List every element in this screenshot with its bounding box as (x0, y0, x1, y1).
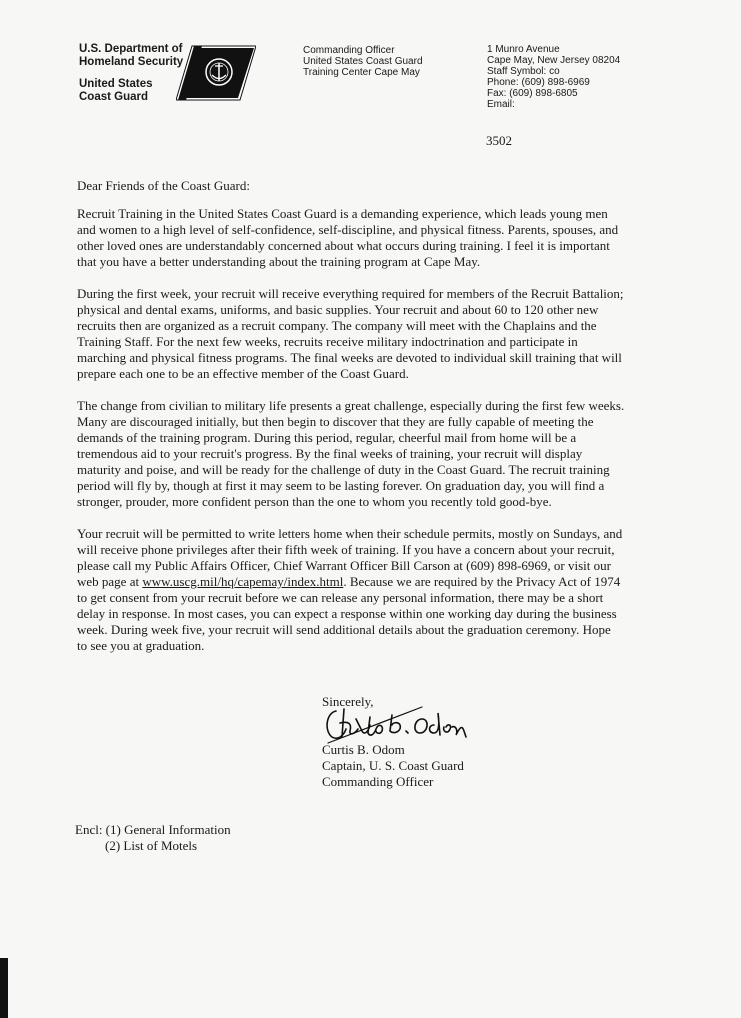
paragraph-2: During the first week, your recruit will receive everything required for members of the Recruit Battalion; physical and dental exams, uniforms, and basic supplies. Your recruit and about 60 to 120 other new recruits then are organized as a recruit company. The company will meet with the Chaplains and the Training Staff. For the next few weeks, recruits receive military indoctrination and participate in marching and physical fitness programs. The final weeks are devoted to individual skill training that will prepare each one to be an effective member of the Coast Guard. (77, 286, 624, 381)
department-line-1: U.S. Department of (79, 43, 183, 55)
address-line-5: Fax: (609) 898-6805 (487, 88, 578, 99)
enclosure-1: Encl: (1) General Information (75, 822, 231, 837)
sender-line-2: United States Coast Guard (303, 56, 423, 67)
address-line-4: Phone: (609) 898-6969 (487, 77, 590, 88)
letter-body (77, 178, 649, 670)
salutation: Dear Friends of the Coast Guard: (77, 178, 250, 193)
enclosures (75, 822, 231, 854)
address-line-6: Email: (487, 99, 515, 110)
paragraph-4 (77, 526, 649, 654)
address-line-1: 1 Munro Avenue (487, 44, 560, 55)
signer-name: Curtis B. Odom (322, 742, 405, 757)
signer-role: Commanding Officer (322, 774, 434, 789)
address-line-2: Cape May, New Jersey 08204 (487, 55, 621, 66)
scan-edge-mark (0, 958, 8, 1018)
reference-number: 3502 (486, 133, 512, 148)
handwritten-signature (322, 701, 472, 747)
paragraph-4-end: . Because we are required by the Privacy Act of 1974 to get consent from your recruit before we can release any personal information, there may be a short delay in response. In most cases, you can expect a response within one working day during the business week. During week five, your recruit will send additional details about the graduation ceremony. Hope to see you at graduation. (77, 574, 621, 653)
sender-line-1: Commanding Officer (303, 45, 395, 56)
paragraph-4-start: Your recruit will be permitted to write letters home when their schedule permits, mostly on Sundays, and will receive phone privileges after their fifth week of training. If you have a concern about your recruit, please call my Public Affairs Officer, Chief Warrant Officer Bill Carson at (609) 898-6969, or visit our web page at (77, 526, 623, 589)
coast-guard-seal-icon (176, 44, 256, 102)
department-block (79, 43, 183, 104)
closing: Sincerely, (322, 694, 374, 709)
address-line-3: Staff Symbol: co (487, 66, 560, 77)
department-line-2: Homeland Security (79, 56, 184, 68)
enclosure-2: (2) List of Motels (105, 838, 198, 853)
signature-block (322, 742, 464, 790)
web-page-link[interactable]: www.uscg.mil/hq/capemay/index.html (142, 574, 344, 589)
address-block (487, 44, 620, 110)
paragraph-3: The change from civilian to military life presents a great challenge, especially during the first few weeks. Many are discouraged initially, but then begin to discover that they are fully capable of meeting the demands of the training program. During this period, regular, cheerful mail from home will be a tremendous aid to your recruit's progress. By the final weeks of training, your recruit will display maturity and poise, and will be ready for the challenge of duty in the Coast Guard. The recruit training period will fly by, though at first it may seem to be lasting forever. On graduation day, you will find a stronger, prouder, more confident person than the one to whom you recently told good-bye. (77, 398, 625, 509)
agency-line-2: Coast Guard (79, 91, 149, 103)
signer-title: Captain, U. S. Coast Guard (322, 758, 464, 773)
sender-block (303, 45, 423, 78)
paragraph-1: Recruit Training in the United States Coast Guard is a demanding experience, which leads young men and women to a high level of self-confidence, self-discipline, and physical fitness. Parents, spouses, and other loved ones are understandably concerned about what occurs during training. I feel it is important that you have a better understanding about the training program at Cape May. (77, 206, 619, 269)
sender-line-3: Training Center Cape May (303, 67, 420, 78)
agency-line-1: United States (79, 78, 153, 90)
